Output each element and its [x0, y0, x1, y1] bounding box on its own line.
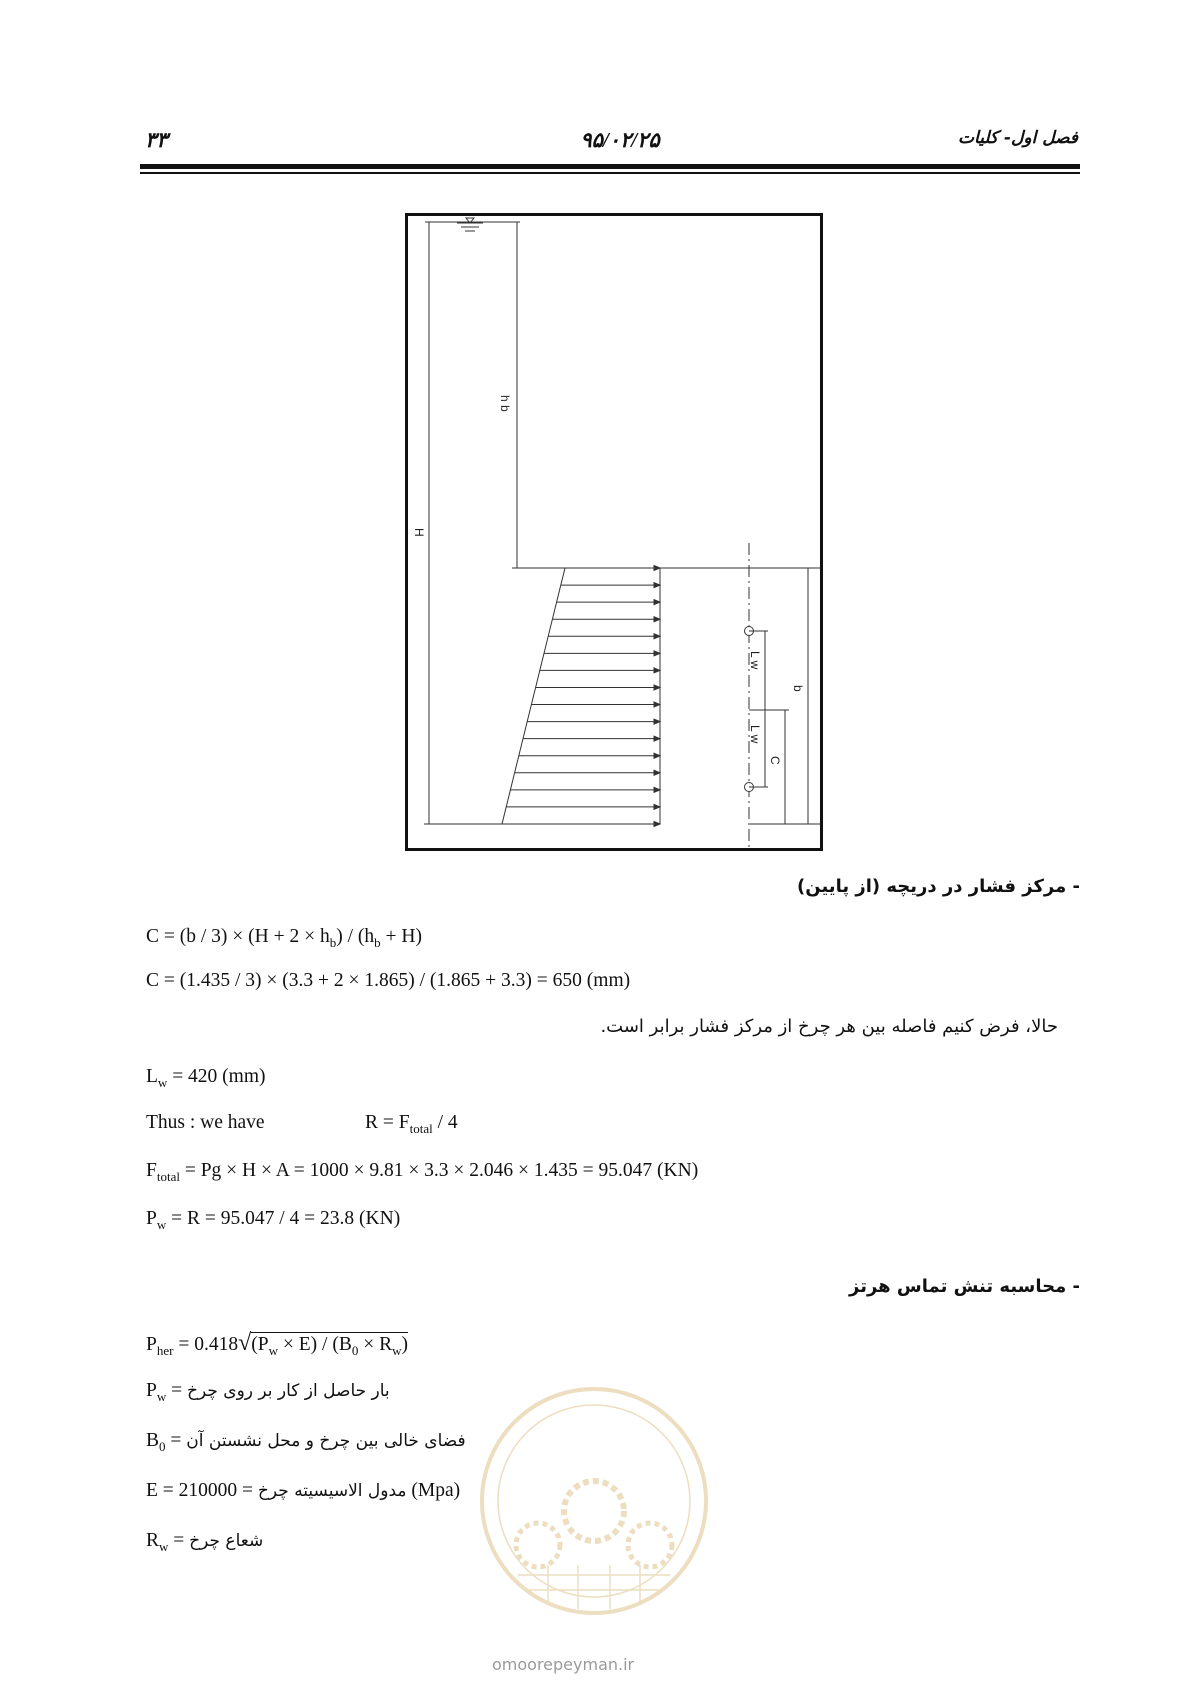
- definition-Pw: $P_w$ = بار حاصل از کار بر روی چرخ: [146, 1380, 390, 1404]
- label-C: C: [768, 756, 782, 765]
- formula-Pher: $P_{her} = 0.418√(P_w \times E) / (B_0 \times R_w)$: [146, 1330, 408, 1358]
- pressure-arrowhead: [654, 566, 660, 571]
- pressure-arrowhead: [654, 583, 660, 588]
- formula-R: $R = F_{total} / 4$: [365, 1112, 458, 1136]
- header-rule-thin: [140, 172, 1080, 174]
- formula-C: $C = (b / 3) \times (H + 2 \times h_b) / (h_b + H)$: [146, 926, 422, 950]
- page-number: ۳۳: [145, 128, 168, 152]
- pressure-arrowhead: [654, 651, 660, 656]
- pressure-arrowhead: [654, 736, 660, 741]
- formula-Lw: $L_w = 420$ (mm): [146, 1066, 266, 1090]
- definition-B0: $B_0$ = فضای خالی بین چرخ و محل نشستن آن: [146, 1430, 466, 1454]
- header-rule-thick: [140, 164, 1080, 169]
- label-H: H: [412, 528, 426, 537]
- pressure-arrowhead: [654, 600, 660, 605]
- section1-heading: - مرکز فشار در دریچه (از پایین): [797, 876, 1080, 897]
- pressure-arrowhead: [654, 702, 660, 707]
- label-Lw-top: L w: [748, 651, 762, 670]
- pressure-arrows: [502, 566, 660, 827]
- label-b: b: [791, 685, 805, 692]
- water-surface-icon: [457, 218, 483, 231]
- pressure-arrowhead: [654, 617, 660, 622]
- formula-Ftotal: $F_{total} = Pg \times H \times A = 1000 \times 9.81 \times 3.3 \times 2.046 \times 1.435 = 95.047$ (KN): [146, 1160, 699, 1184]
- sqrt-icon: √: [238, 1330, 252, 1356]
- pressure-arrowhead: [654, 787, 660, 792]
- pressure-arrowhead: [654, 804, 660, 809]
- definition-E: E = مدول الاسیسیته چرخ = 210000 (Mpa): [146, 1480, 461, 1501]
- label-hb: h b: [498, 395, 512, 412]
- chapter-title: فصل اول- کلیات: [958, 128, 1078, 148]
- pressure-slope-line: [502, 568, 565, 824]
- omoorepeyman-logo-watermark: [478, 1385, 710, 1617]
- pressure-arrowhead: [654, 753, 660, 758]
- pressure-arrowhead: [654, 685, 660, 690]
- formula-Pw: $P_w = R = 95.047 / 4 = 23.8$ (KN): [146, 1208, 401, 1232]
- pressure-arrowhead: [654, 822, 660, 827]
- header-date: ۹۵/۰۲/۲۵: [580, 128, 660, 152]
- assumption-paragraph: حالا، فرض کنیم فاصله بین هر چرخ از مرکز فشار برابر است.: [600, 1016, 1058, 1037]
- pressure-arrowhead: [654, 770, 660, 775]
- pressure-arrowhead: [654, 668, 660, 673]
- calc-C: C = (1.435 / 3) × (3.3 + 2 × 1.865) / (1.865 + 3.3) = 650 (mm): [146, 970, 631, 991]
- watermark-site: omoorepeyman.ir: [492, 1655, 635, 1674]
- pressure-arrowhead: [654, 634, 660, 639]
- section2-heading: - محاسبه تنش تماس هرتز: [849, 1276, 1080, 1297]
- label-Lw-bottom: L w: [748, 725, 762, 744]
- diagram-frame: [407, 215, 822, 850]
- gate-pressure-diagram: [405, 213, 823, 851]
- pressure-arrowhead: [654, 719, 660, 724]
- definition-Rw: $R_w$ = شعاع چرخ: [146, 1530, 264, 1554]
- thus-line: Thus : we have: [146, 1112, 265, 1133]
